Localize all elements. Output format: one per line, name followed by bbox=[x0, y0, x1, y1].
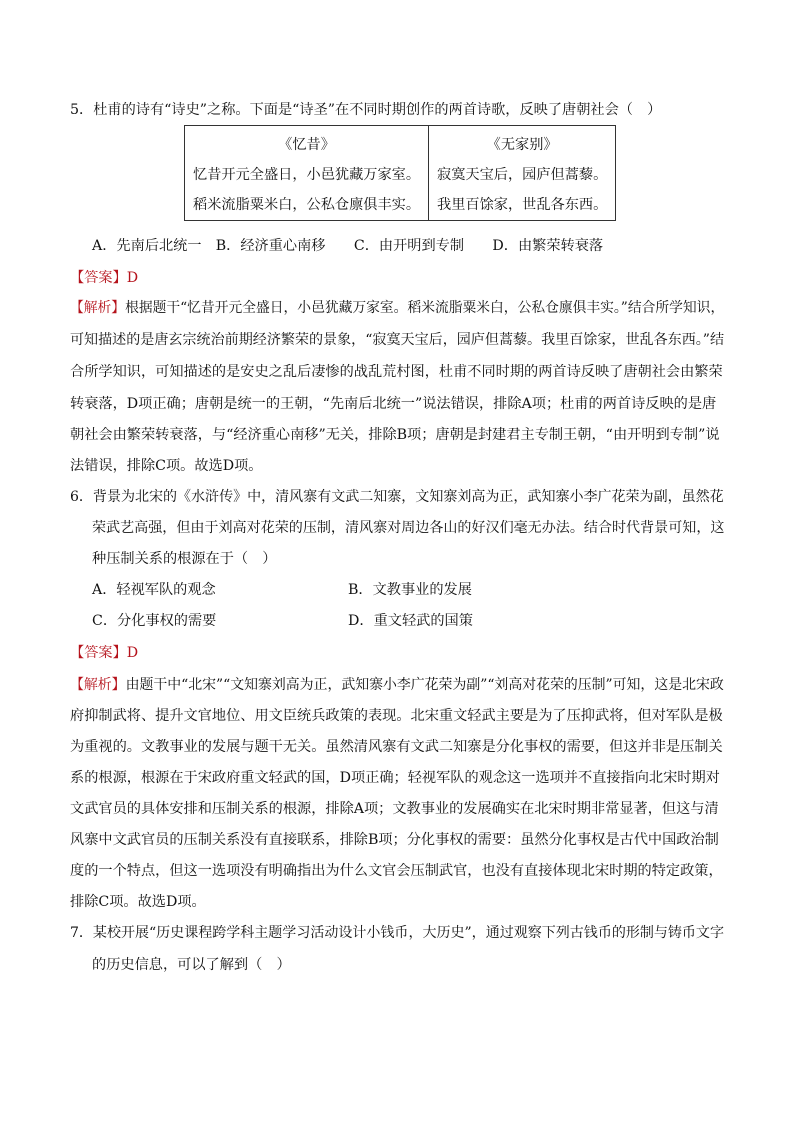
q6-analysis-line-4: 系的根源，根源在于宋政府重文轻武的国，D项正确；轻视军队的观念这一选项并不直接指向北宋时期对 bbox=[70, 770, 720, 786]
q5-options: A．先南后北统一 B．经济重心南移 C．由开明到专制 D．由繁荣转衰落 bbox=[92, 238, 604, 254]
q5-stem: 5．杜甫的诗有“诗史”之称。下面是“诗圣”在不同时期创作的两首诗歌，反映了唐朝社会（ ） bbox=[70, 102, 662, 118]
q6-analysis-line-1 bbox=[70, 675, 724, 695]
analysis-tag: 【解析】 bbox=[70, 300, 126, 316]
q6-analysis-line-8: 排除C项。故选D项。 bbox=[70, 894, 206, 910]
poem-right-line1: 寂寞天宝后，园庐但蒿藜。 bbox=[437, 167, 608, 183]
poem-left-line1: 忆昔开元全盛日，小邑犹藏万家室。 bbox=[193, 167, 421, 183]
poem-right-cell bbox=[429, 126, 616, 221]
q6-option-a: A．轻视军队的观念 bbox=[92, 582, 216, 598]
poem-right-line2: 我里百馀家，世乱各东西。 bbox=[437, 197, 608, 213]
q6-analysis-line-5: 文武官员的具体安排和压制关系的根源，排除A项；文教事业的发展确实在北宋时期非常显著，但这与清 bbox=[70, 801, 719, 817]
poem-left-title: 《忆昔》 bbox=[278, 137, 335, 153]
q5-answer bbox=[70, 268, 138, 288]
q6-option-d: D．重文轻武的国策 bbox=[348, 613, 473, 629]
q6-analysis-line-6: 风寨中文武官员的压制关系没有直接联系，排除B项；分化事权的需要：虽然分化事权是古代中国政治制 bbox=[70, 832, 719, 848]
q6-stem-line-2: 荣武艺高强，但由于刘高对花荣的压制，清风寨对周边各山的好汉们毫无办法。结合时代背景可知，这 bbox=[92, 520, 725, 536]
q6-option-b: B．文教事业的发展 bbox=[348, 582, 472, 598]
q5-analysis-line-1 bbox=[70, 298, 724, 318]
q6-stem-line-3: 种压制关系的根源在于（ ） bbox=[92, 551, 277, 567]
q6-analysis-line-7: 度的一个特点，但这一选项没有明确指出为什么文官会压制武官，也没有直接体现北宋时期的特定政策， bbox=[70, 863, 723, 879]
q7-stem-line-1: 7．某校开展“历史课程跨学科主题学习活动设计小钱币，大历史”，通过观察下列古钱币的形制与铸币文字 bbox=[70, 925, 724, 941]
analysis-text: 根据题干“忆昔开元全盛日，小邑犹藏万家室。稻米流脂粟米白，公私仓廪俱丰实。”结合所学知识， bbox=[125, 300, 725, 316]
poem-left-line2: 稻米流脂粟米白，公私仓廪俱丰实。 bbox=[193, 197, 421, 213]
poem-left-cell bbox=[185, 126, 429, 221]
analysis-text: 由题干中“北宋”“文知寨刘高为正，武知寨小李广花荣为副”“刘高对花荣的压制”可知，这是北宋政 bbox=[125, 677, 724, 693]
answer-value: D bbox=[126, 270, 139, 286]
answer-tag: 【答案】 bbox=[70, 270, 127, 286]
analysis-tag: 【解析】 bbox=[70, 677, 126, 693]
q7-stem-line-2: 的历史信息，可以了解到（ ） bbox=[92, 957, 291, 973]
q5-analysis-line-4: 转衰落，D项正确；唐朝是统一的王朝，“先南后北统一”说法错误，排除A项；杜甫的两首诗反映的是唐 bbox=[70, 396, 717, 412]
poem-right-title: 《无家别》 bbox=[486, 137, 558, 153]
answer-value: D bbox=[126, 645, 139, 661]
poem-table bbox=[184, 125, 616, 221]
q6-analysis-line-3: 为重视的。文教事业的发展与题干无关。虽然清风寨有文武二知寨是分化事权的需要，但这并非是压制关 bbox=[70, 739, 723, 755]
q5-analysis-line-6: 法错误，排除C项。故选D项。 bbox=[70, 458, 263, 474]
q5-analysis-line-5: 朝社会由繁荣转衰落，与“经济重心南移”无关，排除B项；唐朝是封建君主专制王朝，“由开明到专制”说 bbox=[70, 427, 720, 443]
q5-analysis-line-3: 合所学知识，可知描述的是安史之乱后凄惨的战乱荒村图，杜甫不同时期的两首诗反映了唐朝社会由繁荣 bbox=[70, 364, 723, 380]
q6-analysis-line-2: 府抑制武将、提升文官地位、用文臣统兵政策的表现。北宋重文轻武主要是为了压抑武将，但对军队是极 bbox=[70, 708, 723, 724]
q6-answer bbox=[70, 643, 138, 663]
q5-analysis-line-2: 可知描述的是唐玄宗统治前期经济繁荣的景象，“寂寞天宝后，园庐但蒿藜。我里百馀家，世乱各东西。”结 bbox=[70, 332, 725, 348]
q6-option-c: C．分化事权的需要 bbox=[92, 613, 217, 629]
answer-tag: 【答案】 bbox=[70, 645, 127, 661]
q6-stem-line-1: 6．背景为北宋的《水浒传》中，清风寨有文武二知寨，文知寨刘高为正，武知寨小李广花荣为副，虽然花 bbox=[70, 489, 724, 505]
